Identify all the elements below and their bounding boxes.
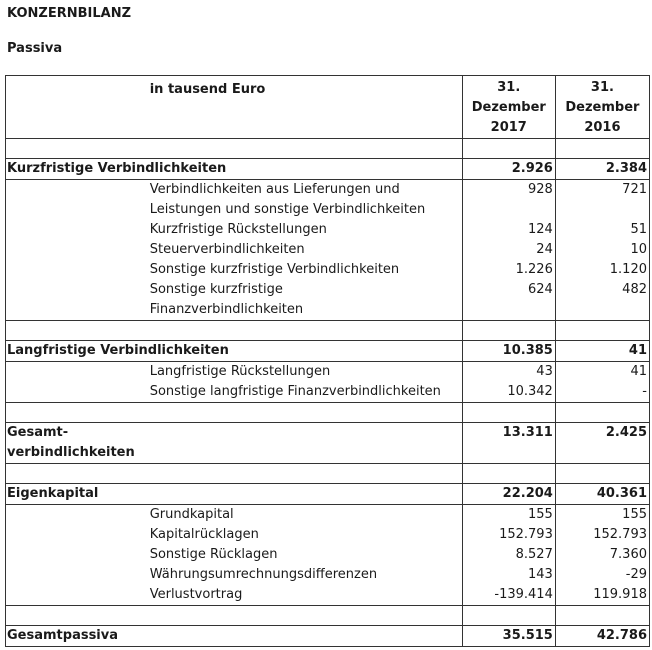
page-title: KONZERNBILANZ: [7, 6, 132, 21]
total-row: [6, 626, 650, 647]
year-header-2016: 31. Dezember 2016: [565, 80, 640, 135]
line-item-label: Währungsumrechnungsdifferenzen: [149, 567, 378, 582]
line-item-label: Langfristige Rückstellungen: [149, 364, 331, 379]
line-item-value-2016: 482: [622, 282, 647, 297]
line-item-value-2016: 10: [630, 242, 647, 257]
year-header-2017: 31. Dezember 2017: [471, 80, 546, 135]
section-label: Eigenkapital: [7, 486, 99, 501]
line-item-value-2017: 143: [528, 567, 553, 582]
line-item-value-2016: 51: [630, 222, 647, 237]
unit-header: in tausend Euro: [149, 82, 266, 97]
table-header-row: [6, 76, 650, 139]
section-label: Kurzfristige Verbindlichkeiten: [7, 161, 227, 176]
line-item-label: Verbindlichkeiten aus Lieferungen und: [149, 182, 400, 197]
section-value-2017: 13.311: [502, 425, 553, 440]
line-item-value-2017: 24: [536, 242, 553, 257]
section-row: [6, 159, 650, 180]
line-item-value-2017: 152.793: [499, 527, 553, 542]
section-value-2017: 22.204: [502, 486, 553, 501]
line-item-value-2017: 1.226: [515, 262, 553, 277]
line-item-label: Sonstige kurzfristige: [149, 282, 283, 297]
section-label: Gesamt- verbindlichkeiten: [7, 425, 135, 460]
line-item-value-2016: 1.120: [609, 262, 647, 277]
section-value-2016: 2.425: [605, 425, 647, 440]
line-item-value-2017: 928: [528, 182, 553, 197]
spacer-row: [6, 464, 650, 484]
line-item-label: Kapitalrücklagen: [149, 527, 259, 542]
line-item-value-2017: -139.414: [494, 587, 553, 602]
line-item-label: Leistungen und sonstige Verbindlichkeiten: [149, 202, 426, 217]
line-item-value-2016: 152.793: [593, 527, 647, 542]
section-value-2016: 42.786: [596, 628, 647, 643]
line-item-label: Finanzverbindlichkeiten: [149, 302, 304, 317]
section-value-2017: 2.926: [511, 161, 553, 176]
line-item-value-2017: 155: [528, 507, 553, 522]
balance-sheet-table: [5, 75, 650, 647]
section-value-2017: 35.515: [502, 628, 553, 643]
total-label: Gesamtpassiva: [7, 628, 119, 643]
line-item-label: Verlustvortrag: [149, 587, 243, 602]
line-item-value-2016: -29: [625, 567, 647, 582]
line-item-label: Steuerverbindlichkeiten: [149, 242, 305, 257]
line-item-value-2016: 41: [630, 364, 647, 379]
line-item-label: Sonstige langfristige Finanzverbindlichkeiten: [149, 384, 441, 399]
section-row: [6, 341, 650, 362]
section-value-2016: 40.361: [596, 486, 647, 501]
spacer-row: [6, 321, 650, 341]
line-item-value-2017: 124: [528, 222, 553, 237]
line-item-value-2016: 721: [622, 182, 647, 197]
spacer-row: [6, 606, 650, 626]
line-item-value-2017: 8.527: [515, 547, 553, 562]
line-item-label: Sonstige kurzfristige Verbindlichkeiten: [149, 262, 400, 277]
line-item-label: Kurzfristige Rückstellungen: [149, 222, 327, 237]
spacer-row: [6, 139, 650, 159]
line-item-value-2016: 155: [622, 507, 647, 522]
line-item-label: Grundkapital: [149, 507, 234, 522]
line-item-value-2016: 119.918: [593, 587, 647, 602]
section-value-2016: 41: [628, 343, 647, 358]
line-item-value-2016: -: [642, 384, 647, 399]
section-row: [6, 484, 650, 505]
line-item-label: Sonstige Rücklagen: [149, 547, 278, 562]
section-value-2016: 2.384: [605, 161, 647, 176]
section-value-2017: 10.385: [502, 343, 553, 358]
line-item-value-2016: 7.360: [609, 547, 647, 562]
line-item-value-2017: 43: [536, 364, 553, 379]
spacer-row: [6, 403, 650, 423]
line-item-value-2017: 10.342: [507, 384, 553, 399]
section-label: Langfristige Verbindlichkeiten: [7, 343, 229, 358]
page-subtitle: Passiva: [7, 41, 63, 56]
items-row: [6, 505, 650, 606]
section-row: [6, 423, 650, 464]
line-item-value-2017: 624: [528, 282, 553, 297]
items-row: [6, 362, 650, 403]
items-row: [6, 180, 650, 321]
